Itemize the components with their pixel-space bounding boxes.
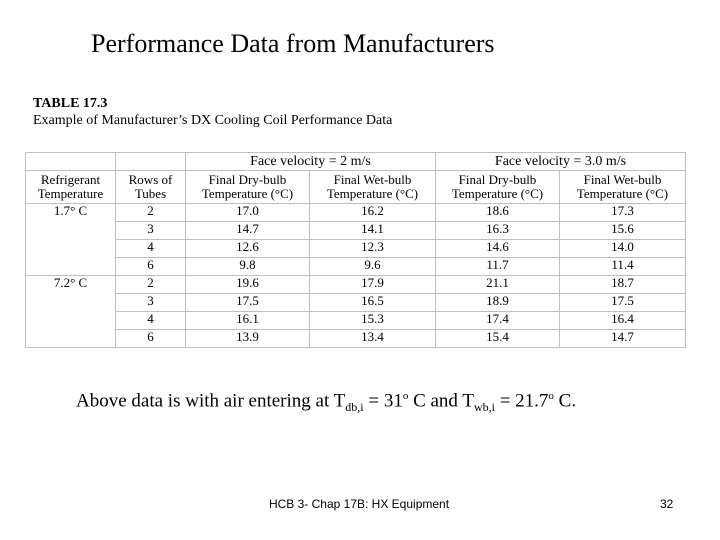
table-cell: 4 xyxy=(116,240,186,258)
table-cell: 16.1 xyxy=(186,312,310,330)
table-cell: 18.9 xyxy=(436,294,560,312)
table-cell: 16.3 xyxy=(436,222,560,240)
header-blank xyxy=(116,153,186,171)
column-header: Rows of Tubes xyxy=(116,171,186,204)
table-cell: 6 xyxy=(116,258,186,276)
table-cell: 6 xyxy=(116,330,186,348)
footer-text: HCB 3- Chap 17B: HX Equipment xyxy=(268,497,450,511)
face-velocity-group-header: Face velocity = 2 m/s xyxy=(186,153,436,171)
table-description: Example of Manufacturer’s DX Cooling Coil Performance Data xyxy=(33,113,393,128)
table-row xyxy=(26,204,686,222)
table-cell: 9.6 xyxy=(310,258,436,276)
table-cell: 17.0 xyxy=(186,204,310,222)
table-cell: 12.6 xyxy=(186,240,310,258)
table-cell: 19.6 xyxy=(186,276,310,294)
table-cell: 4 xyxy=(116,312,186,330)
table-cell: 11.7 xyxy=(436,258,560,276)
table-cell: 17.5 xyxy=(560,294,686,312)
table-cell: 18.7 xyxy=(560,276,686,294)
note-text: = 21.7 xyxy=(494,390,549,412)
table-cell: 13.4 xyxy=(310,330,436,348)
face-velocity-group-header: Face velocity = 3.0 m/s xyxy=(436,153,686,171)
table-cell: 17.9 xyxy=(310,276,436,294)
table-cell xyxy=(26,294,116,312)
table-cell: 15.3 xyxy=(310,312,436,330)
table-cell: 12.3 xyxy=(310,240,436,258)
table-row xyxy=(26,294,686,312)
table-row xyxy=(26,240,686,258)
note-text: Above data is with air entering at T xyxy=(76,390,346,412)
table-caption xyxy=(33,95,392,129)
table-row xyxy=(26,222,686,240)
table-cell: 14.1 xyxy=(310,222,436,240)
table-number: TABLE 17.3 xyxy=(33,96,108,111)
table-cell xyxy=(26,330,116,348)
table-cell: 14.7 xyxy=(560,330,686,348)
table-cell: 16.4 xyxy=(560,312,686,330)
table-row xyxy=(26,330,686,348)
table-cell: 18.6 xyxy=(436,204,560,222)
table-cell xyxy=(26,222,116,240)
table-cell: 3 xyxy=(116,222,186,240)
performance-table xyxy=(25,152,686,348)
table-cell: 17.4 xyxy=(436,312,560,330)
table-cell xyxy=(26,258,116,276)
table-cell xyxy=(26,312,116,330)
table-cell: 14.6 xyxy=(436,240,560,258)
table-cell: 16.2 xyxy=(310,204,436,222)
note-subscript: wb,i xyxy=(473,400,495,415)
table-row xyxy=(26,258,686,276)
inlet-conditions-note xyxy=(76,384,576,419)
table-cell: 17.5 xyxy=(186,294,310,312)
table-cell: 13.9 xyxy=(186,330,310,348)
page-number: 32 xyxy=(660,497,674,511)
degree-superscript: o xyxy=(548,390,554,402)
note-text: C and T xyxy=(408,390,474,412)
table-cell: 17.3 xyxy=(560,204,686,222)
column-header: Refrigerant Temperature xyxy=(26,171,116,204)
column-header: Final Dry-bulb Temperature (°C) xyxy=(436,171,560,204)
table-cell xyxy=(26,240,116,258)
header-blank xyxy=(26,153,116,171)
table-cell: 3 xyxy=(116,294,186,312)
degree-superscript: o xyxy=(402,390,409,402)
table-cell: 2 xyxy=(116,276,186,294)
note-text: C. xyxy=(553,390,577,412)
refrigerant-temperature-cell: 1.7° C xyxy=(26,204,116,222)
slide-title: Performance Data from Manufacturers xyxy=(91,29,495,58)
table-cell: 15.4 xyxy=(436,330,560,348)
column-header: Final Dry-bulb Temperature (°C) xyxy=(186,171,310,204)
note-text: = 31 xyxy=(363,390,403,412)
table-cell: 16.5 xyxy=(310,294,436,312)
table-cell: 11.4 xyxy=(560,258,686,276)
table-cell: 15.6 xyxy=(560,222,686,240)
table-cell: 21.1 xyxy=(436,276,560,294)
table-row xyxy=(26,312,686,330)
table-cell: 14.0 xyxy=(560,240,686,258)
refrigerant-temperature-cell: 7.2° C xyxy=(26,276,116,294)
table-row xyxy=(26,276,686,294)
table-cell: 2 xyxy=(116,204,186,222)
table-cell: 9.8 xyxy=(186,258,310,276)
table-cell: 14.7 xyxy=(186,222,310,240)
column-header: Final Wet-bulb Temperature (°C) xyxy=(560,171,686,204)
column-header: Final Wet-bulb Temperature (°C) xyxy=(310,171,436,204)
note-subscript: db,i xyxy=(345,400,364,415)
